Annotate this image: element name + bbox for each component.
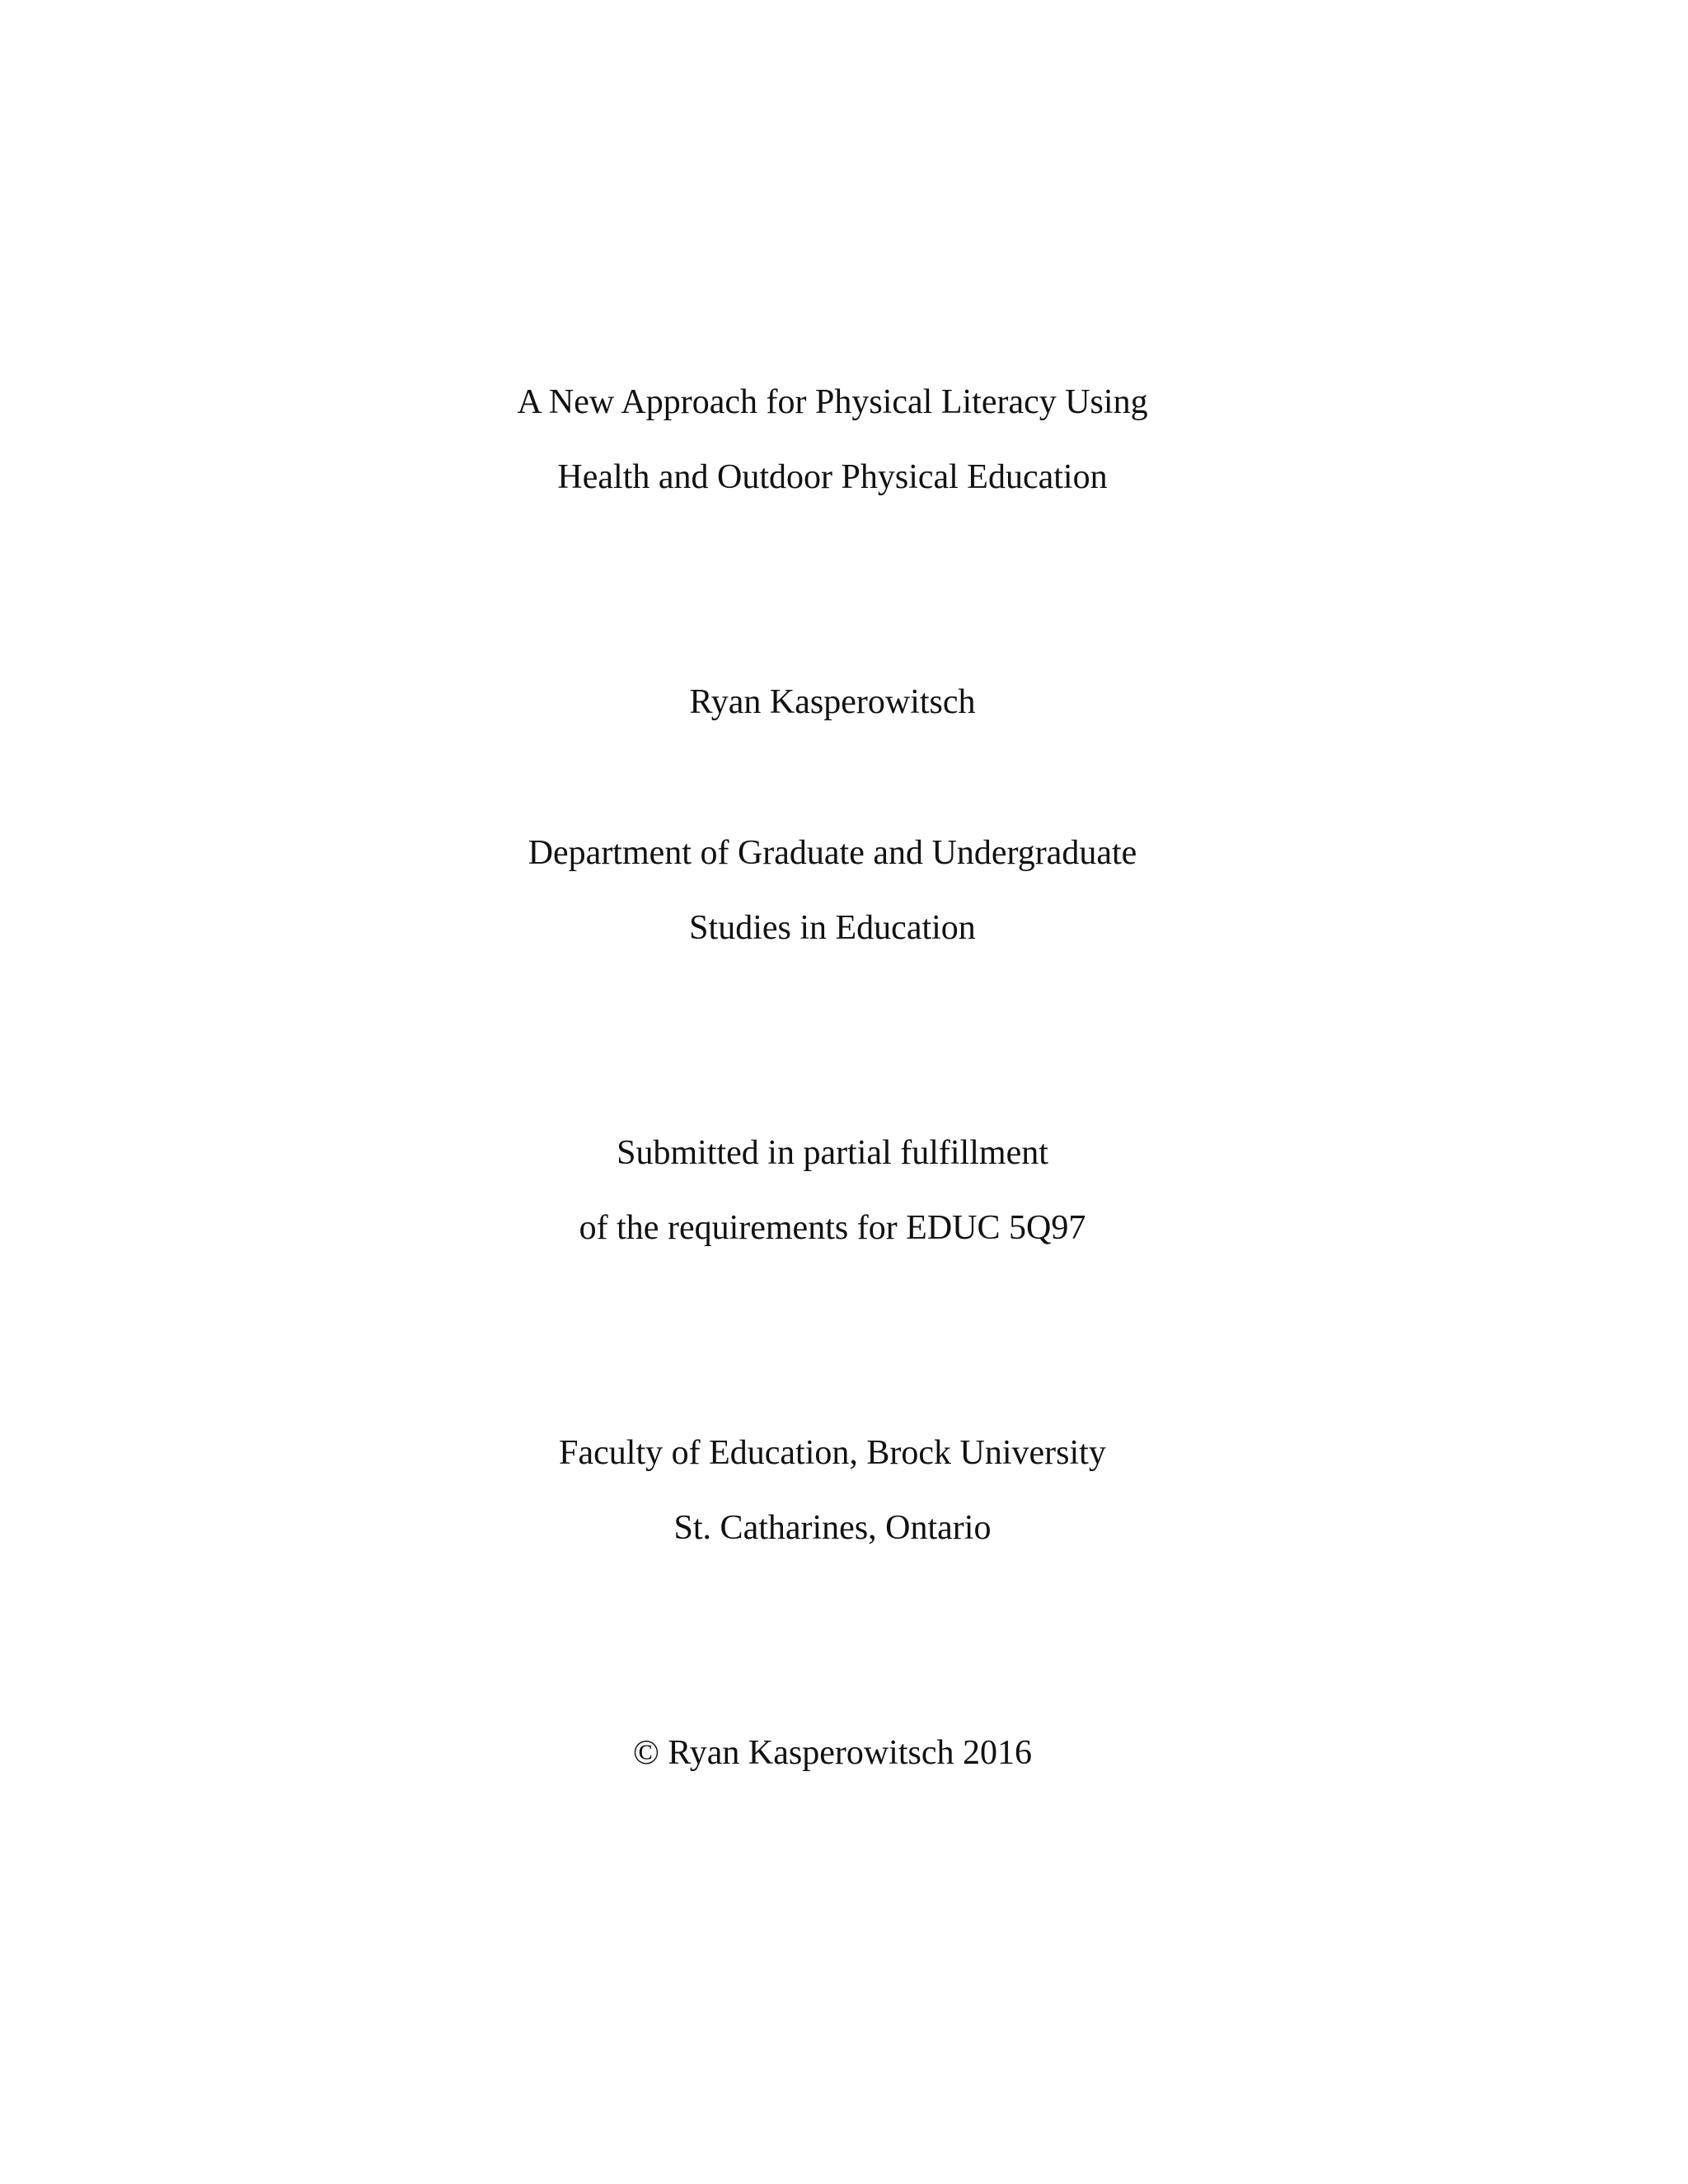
thesis-title-line-2: Health and Outdoor Physical Education bbox=[557, 458, 1108, 496]
submission-statement-line-1: Submitted in partial fulfillment bbox=[617, 1134, 1048, 1172]
thesis-title-line-1: A New Approach for Physical Literacy Using bbox=[517, 383, 1148, 421]
institution-line-1: Faculty of Education, Brock University bbox=[559, 1434, 1106, 1472]
copyright-notice: © Ryan Kasperowitsch 2016 bbox=[633, 1734, 1032, 1772]
department-line-1: Department of Graduate and Undergraduate bbox=[528, 834, 1137, 872]
submission-statement-line-2: of the requirements for EDUC 5Q97 bbox=[579, 1209, 1086, 1247]
institution-location: St. Catharines, Ontario bbox=[673, 1509, 992, 1547]
department-line-2: Studies in Education bbox=[689, 909, 976, 947]
author-name: Ryan Kasperowitsch bbox=[689, 683, 976, 721]
